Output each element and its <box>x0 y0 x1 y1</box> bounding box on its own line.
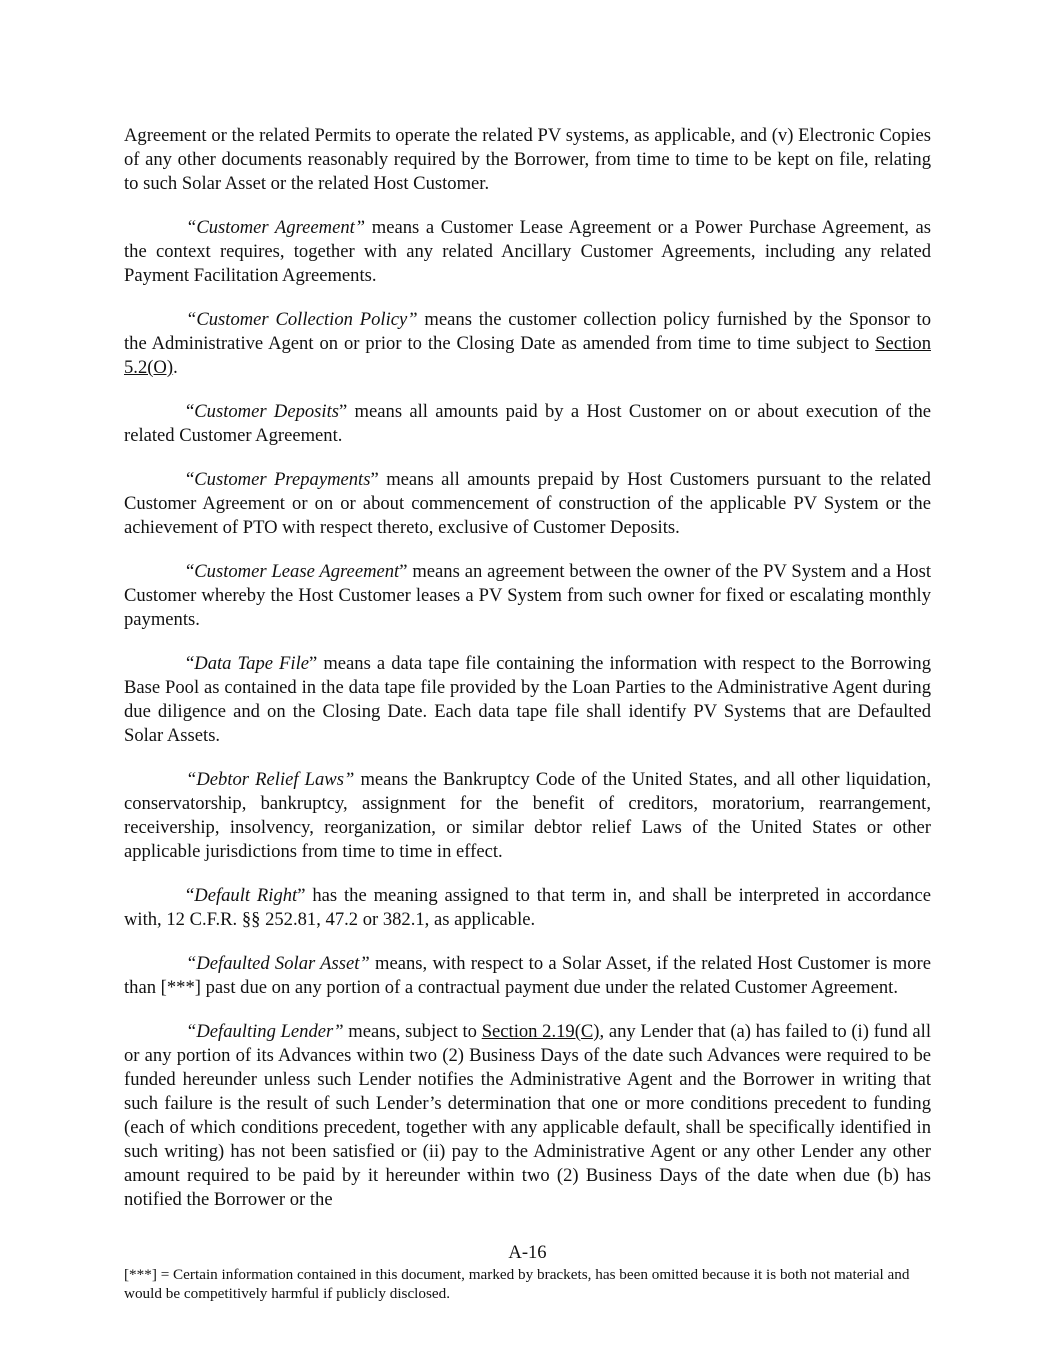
defined-term: “Defaulting Lender” <box>186 1021 344 1042</box>
definition-text-end: . <box>173 357 178 378</box>
definition-data-tape-file <box>124 652 931 748</box>
open-quote: “ <box>186 469 195 490</box>
definition-default-right <box>124 884 931 932</box>
definition-customer-collection-policy <box>124 308 931 380</box>
defined-term: Customer Prepayments <box>194 469 371 490</box>
defined-term: Default Right <box>194 885 298 906</box>
definition-customer-agreement <box>124 216 931 288</box>
defined-term: “Customer Agreement” <box>186 217 366 238</box>
definition-text: means, with respect to a Solar Asset, if the related Host Customer is more than [***] past due on any portion of a contractual payment due under the related Customer Agreement. <box>124 953 931 998</box>
definition-text: means the Bankruptcy Code of the United States, and all other liquidation, conservatorship, bankruptcy, assignment for the benefit of creditors, moratorium, rearrangement, receivership, insolvency, reorganization, or similar debtor relief Laws of the United States or other applicable jurisdictions from time to time in effect. <box>124 769 931 862</box>
definition-debtor-relief-laws <box>124 768 931 864</box>
definition-continuation: Agreement or the related Permits to operate the related PV systems, as applicable, and (v) Electronic Copies of any other documents reasonably required by the Borrower, from time to time to be kept on file, relating to such Solar Asset or the related Host Customer. <box>124 125 931 194</box>
open-quote: “ <box>186 885 195 906</box>
section-reference: Section 2.19(C) <box>481 1021 600 1042</box>
definition-customer-lease-agreement <box>124 560 931 632</box>
definition-text: ” means a data tape file containing the information with respect to the Borrowing Base Pool as contained in the data tape file provided by the Loan Parties to the Administrative Agent during due diligence and on the Closing Date. Each data tape file shall identify PV Systems that are Defaulted Solar Assets. <box>124 653 931 746</box>
open-quote: “ <box>186 561 195 582</box>
definition-text-rest: , any Lender that (a) has failed to (i) fund all or any portion of its Advances within two (2) Business Days of the date such Advances were required to be funded hereunder unless such Lender notifies the Administrative Agent and the Borrower in writing that such failure is the result of such Lender’s determination that one or more conditions precedent to funding (each of which conditions precedent, together with any applicable default, shall be specifically identified in such writing) has not been satisfied or (ii) pay to the Administrative Agent or any other Lender any other amount required to be paid by it hereunder within two (2) Business Days of the date when due (b) has notified the Borrower or the <box>124 1021 931 1210</box>
definition-text: ” means an agreement between the owner of the PV System and a Host Customer whereby the Host Customer leases a PV System from such owner for fixed or escalating monthly payments. <box>124 561 931 630</box>
defined-term: “Customer Collection Policy” <box>186 309 418 330</box>
document-body <box>124 124 931 1232</box>
section-reference: Section 5.2(O) <box>124 333 931 378</box>
defined-term: “Debtor Relief Laws” <box>186 769 355 790</box>
definition-text: means, subject to <box>343 1021 482 1042</box>
definition-text: ” means all amounts paid by a Host Customer on or about execution of the related Customer Agreement. <box>124 401 931 446</box>
defined-term: Customer Deposits <box>194 401 339 422</box>
page-number: A-16 <box>508 1242 547 1263</box>
definition-customer-deposits <box>124 400 931 448</box>
defined-term: Data Tape File <box>194 653 310 674</box>
redaction-footnote: [***] = Certain information contained in this document, marked by brackets, has been omitted because it is both not material and would be competitively harmful if publicly disclosed. <box>124 1266 910 1302</box>
open-quote: “ <box>186 401 195 422</box>
definition-text: means the customer collection policy furnished by the Sponsor to the Administrative Agent on or prior to the Closing Date as amended from time to time subject to <box>124 309 931 354</box>
definition-defaulting-lender <box>124 1020 931 1212</box>
open-quote: “ <box>186 653 195 674</box>
definition-text: ” means all amounts prepaid by Host Customers pursuant to the related Customer Agreement or on or about commencement of construction of the applicable PV System or the achievement of PTO with respect thereto, exclusive of Customer Deposits. <box>124 469 931 538</box>
definition-customer-prepayments <box>124 468 931 540</box>
defined-term: “Defaulted Solar Asset” <box>186 953 370 974</box>
definition-text: ” has the meaning assigned to that term in, and shall be interpreted in accordance with, 12 C.F.R. §§ 252.81, 47.2 or 382.1, as applicable. <box>124 885 931 930</box>
definition-defaulted-solar-asset <box>124 952 931 1000</box>
defined-term: Customer Lease Agreement <box>194 561 400 582</box>
definition-text: means a Customer Lease Agreement or a Power Purchase Agreement, as the context requires, together with any related Ancillary Customer Agreements, including any related Payment Facilitation Agreements. <box>124 217 931 286</box>
